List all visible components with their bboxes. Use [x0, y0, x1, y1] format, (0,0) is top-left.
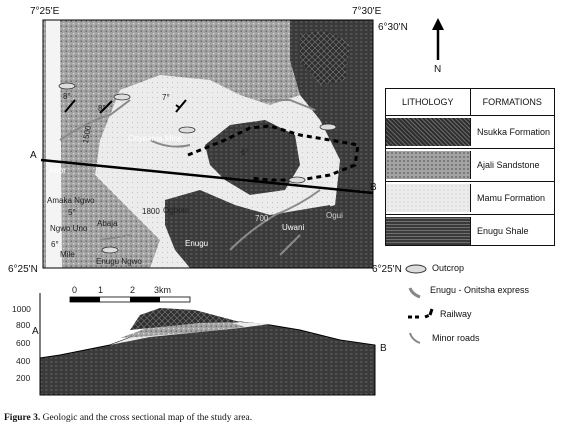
dip-label: 6°: [241, 148, 249, 157]
lithology-table: [385, 88, 555, 246]
legend-railway: Railway: [440, 309, 472, 319]
place-mile: Mile: [60, 250, 75, 259]
lat-label-top-right: 6°30'N: [378, 22, 408, 33]
scale-tick: 1: [98, 285, 104, 295]
formation-name: Ajali Sandstone: [477, 160, 540, 170]
section-end-b: B: [380, 343, 387, 354]
contour-700: 700: [255, 214, 269, 223]
scale-bar: [70, 297, 190, 302]
express-symbol-icon: [410, 288, 420, 297]
outcrop: [59, 83, 75, 89]
elevation-tick: 200: [16, 373, 31, 383]
outcrop: [102, 247, 118, 253]
railway-symbol-icon: [430, 309, 432, 315]
railway-symbol-icon: [408, 315, 430, 317]
section-label-a: A: [30, 150, 37, 161]
table-row: [386, 182, 554, 215]
scale-tick: 3km: [154, 285, 172, 295]
geologic-map: [41, 20, 373, 268]
place-ogbete: Ogbete: [163, 206, 190, 215]
scale-tick: 2: [130, 285, 136, 295]
swatch-mamu: [386, 184, 471, 212]
legend-express: Enugu - Onitsha express: [430, 285, 530, 295]
formation-name: Nsukka Formation: [477, 127, 551, 137]
lon-label-left: 7°25'E: [30, 6, 60, 17]
place-ngwo-uno: Ngwo Uno: [50, 224, 88, 233]
elevation-tick: 1000: [12, 304, 31, 314]
legend-minor-roads: Minor roads: [432, 333, 480, 343]
place-uwani: Uwani: [282, 223, 305, 232]
place-abor: Abor: [49, 166, 66, 175]
lat-label-bottom-right: 6°25'N: [372, 264, 402, 275]
outcrop-symbol-icon: [406, 265, 426, 273]
lat-label-bottom-left: 6°25'N: [8, 264, 38, 275]
place-amaka-ngwo: Amaka Ngwo: [47, 196, 95, 205]
section-label-b: B: [370, 182, 377, 193]
north-arrow-icon: [432, 18, 444, 60]
cross-section: [40, 293, 375, 395]
outcrop: [179, 127, 195, 133]
table-row: [386, 149, 554, 182]
outcrop: [114, 94, 130, 100]
place-ogui: Ogui: [326, 211, 343, 220]
table-row: [386, 116, 554, 149]
outcrop: [289, 177, 305, 183]
legend-outcrop: Outcrop: [432, 263, 465, 273]
swatch-nsukka: [386, 118, 471, 146]
place-abaja: Abaja: [97, 219, 118, 228]
caption-label: Figure 3.: [4, 413, 41, 423]
header-formations: FORMATIONS: [482, 97, 542, 107]
caption-text: Geologic and the cross sectional map of the study area.: [40, 413, 253, 423]
table-row: [386, 215, 554, 247]
dip-label: 5°: [68, 208, 76, 217]
scale-tick: 0: [72, 285, 78, 295]
formation-name: Enugu Shale: [477, 226, 529, 236]
section-outline: [40, 293, 375, 395]
north-label: N: [434, 64, 442, 75]
place-enugu-ngwo: Enugu Ngwo: [96, 257, 142, 266]
swatch-enugu-shale: [386, 217, 471, 245]
elevation-tick: 800: [16, 320, 31, 330]
outcrop: [320, 124, 336, 130]
contour-1500: 1500: [80, 124, 93, 145]
dip-label: 7°: [162, 93, 170, 102]
place-enugu: Enugu: [185, 239, 209, 248]
header-lithology: LITHOLOGY: [386, 89, 471, 115]
dip-label: 6°: [51, 240, 59, 249]
section-end-a: A: [32, 326, 39, 337]
swatch-ajali: [386, 151, 471, 179]
elevation-tick: 400: [16, 356, 31, 366]
elevation-tick: 600: [16, 338, 31, 348]
formation-name: Mamu Formation: [477, 193, 546, 203]
figure-caption: [4, 413, 252, 423]
contour-1800: 1800: [142, 207, 160, 216]
lon-label-right: 7°30'E: [352, 6, 382, 17]
place-onyeama-mine: Onyeama Mine: [128, 134, 183, 143]
dip-label: 8°: [63, 92, 71, 101]
table-header: [386, 89, 554, 116]
dip-label: 8°: [98, 104, 106, 113]
minor-road-symbol-icon: [410, 333, 420, 343]
